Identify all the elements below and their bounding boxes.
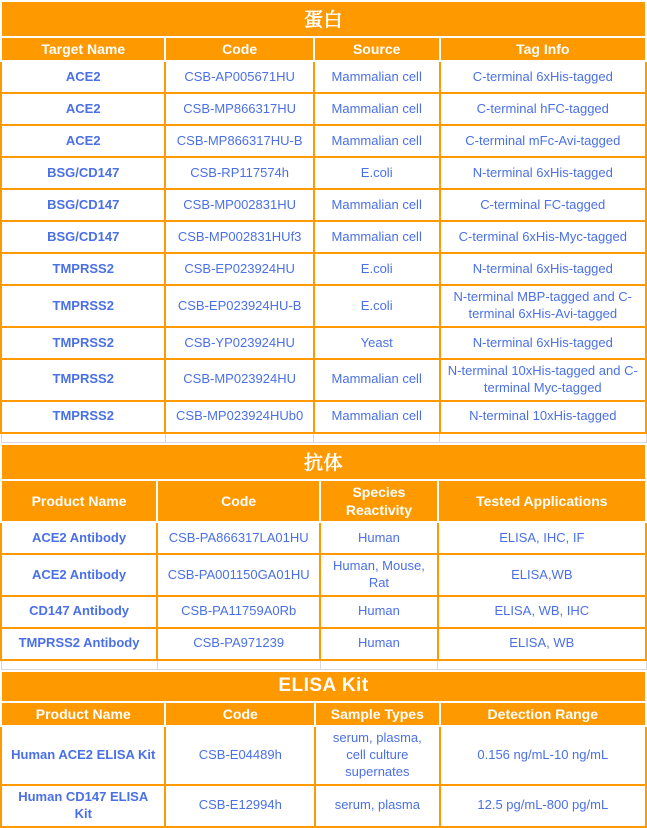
- spacer-cell: [1, 433, 165, 443]
- table-title: 蛋白: [1, 1, 646, 37]
- table-body: [1, 522, 646, 669]
- table-row: [1, 285, 646, 327]
- cell-product-name[interactable]: Human CD147 ELISA Kit: [1, 785, 165, 827]
- cell-source: Mammalian cell: [314, 93, 440, 125]
- cell-tag-info: N-terminal 6xHis-tagged: [440, 157, 646, 189]
- table-row: [1, 61, 646, 93]
- table-row: [1, 596, 646, 628]
- cell-tag-info: N-terminal MBP-tagged and C-terminal 6xHis-Avi-tagged: [440, 285, 646, 327]
- table-title-row: [1, 444, 646, 480]
- cell-tag-info: C-terminal mFc-Avi-tagged: [440, 125, 646, 157]
- spacer-cell: [1, 660, 157, 670]
- cell-code[interactable]: CSB-MP023924HU: [165, 359, 313, 401]
- cell-target-name[interactable]: ACE2: [1, 93, 165, 125]
- cell-tested-applications: ELISA, WB: [438, 628, 646, 660]
- cell-tag-info: C-terminal hFC-tagged: [440, 93, 646, 125]
- cell-source: E.coli: [314, 285, 440, 327]
- cell-product-name[interactable]: ACE2 Antibody: [1, 522, 157, 554]
- table-spacer-row: [1, 433, 646, 443]
- column-header-code: Code: [157, 480, 320, 522]
- cell-species-reactivity: Human, Mouse, Rat: [320, 554, 437, 596]
- cell-code[interactable]: CSB-PA001150GA01HU: [157, 554, 320, 596]
- cell-code[interactable]: CSB-MP866317HU: [165, 93, 313, 125]
- cell-tag-info: N-terminal 6xHis-tagged: [440, 327, 646, 359]
- cell-tested-applications: ELISA, IHC, IF: [438, 522, 646, 554]
- cell-species-reactivity: Human: [320, 596, 437, 628]
- cell-source: Mammalian cell: [314, 189, 440, 221]
- cell-target-name[interactable]: ACE2: [1, 125, 165, 157]
- spacer-cell: [157, 660, 320, 670]
- cell-code[interactable]: CSB-MP002831HUf3: [165, 221, 313, 253]
- table-title: 抗体: [1, 444, 646, 480]
- table-title-row: [1, 671, 646, 702]
- cell-target-name[interactable]: BSG/CD147: [1, 189, 165, 221]
- column-header-product-name: Product Name: [1, 480, 157, 522]
- cell-species-reactivity: Human: [320, 628, 437, 660]
- cell-tested-applications: ELISA, WB, IHC: [438, 596, 646, 628]
- table-header-row: [1, 37, 646, 61]
- table-body: [1, 726, 646, 826]
- cell-tag-info: N-terminal 10xHis-tagged and C-terminal Myc-tagged: [440, 359, 646, 401]
- table-row: [1, 522, 646, 554]
- column-header-code: Code: [165, 702, 315, 726]
- cell-tag-info: N-terminal 10xHis-tagged: [440, 401, 646, 433]
- product-table-elisa-kit: [0, 670, 647, 828]
- cell-code[interactable]: CSB-PA11759A0Rb: [157, 596, 320, 628]
- cell-code[interactable]: CSB-YP023924HU: [165, 327, 313, 359]
- cell-detection-range: 12.5 pg/mL-800 pg/mL: [440, 785, 646, 827]
- cell-code[interactable]: CSB-E12994h: [165, 785, 315, 827]
- cell-sample-types: serum, plasma, cell culture supernates: [315, 726, 439, 785]
- column-header-target-name: Target Name: [1, 37, 165, 61]
- cell-target-name[interactable]: ACE2: [1, 61, 165, 93]
- cell-target-name[interactable]: TMPRSS2: [1, 327, 165, 359]
- spacer-cell: [314, 433, 440, 443]
- table-row: [1, 157, 646, 189]
- cell-source: Mammalian cell: [314, 125, 440, 157]
- table-row: [1, 401, 646, 433]
- cell-target-name[interactable]: TMPRSS2: [1, 285, 165, 327]
- cell-code[interactable]: CSB-MP023924HUb0: [165, 401, 313, 433]
- table-row: [1, 93, 646, 125]
- spacer-cell: [165, 433, 313, 443]
- table-row: [1, 253, 646, 285]
- cell-species-reactivity: Human: [320, 522, 437, 554]
- cell-source: Mammalian cell: [314, 61, 440, 93]
- cell-source: E.coli: [314, 253, 440, 285]
- cell-product-name[interactable]: CD147 Antibody: [1, 596, 157, 628]
- cell-target-name[interactable]: TMPRSS2: [1, 401, 165, 433]
- column-header-species-reactivity: Species Reactivity: [320, 480, 437, 522]
- cell-code[interactable]: CSB-EP023924HU-B: [165, 285, 313, 327]
- cell-target-name[interactable]: TMPRSS2: [1, 253, 165, 285]
- table-row: [1, 221, 646, 253]
- cell-source: E.coli: [314, 157, 440, 189]
- column-header-tested-applications: Tested Applications: [438, 480, 646, 522]
- cell-tested-applications: ELISA,WB: [438, 554, 646, 596]
- cell-tag-info: N-terminal 6xHis-tagged: [440, 253, 646, 285]
- cell-source: Yeast: [314, 327, 440, 359]
- table-header-row: [1, 480, 646, 522]
- spacer-cell: [440, 433, 646, 443]
- cell-tag-info: C-terminal 6xHis-tagged: [440, 61, 646, 93]
- table-row: [1, 189, 646, 221]
- table-row: [1, 785, 646, 827]
- cell-product-name[interactable]: TMPRSS2 Antibody: [1, 628, 157, 660]
- spacer-cell: [438, 660, 646, 670]
- cell-tag-info: C-terminal FC-tagged: [440, 189, 646, 221]
- column-header-tag-info: Tag Info: [440, 37, 646, 61]
- table-header-row: [1, 702, 646, 726]
- table-row: [1, 726, 646, 785]
- cell-target-name[interactable]: BSG/CD147: [1, 221, 165, 253]
- cell-detection-range: 0.156 ng/mL-10 ng/mL: [440, 726, 646, 785]
- column-header-product-name: Product Name: [1, 702, 165, 726]
- cell-code[interactable]: CSB-E04489h: [165, 726, 315, 785]
- column-header-sample-types: Sample Types: [315, 702, 439, 726]
- spacer-cell: [320, 660, 437, 670]
- column-header-code: Code: [165, 37, 313, 61]
- cell-product-name[interactable]: Human ACE2 ELISA Kit: [1, 726, 165, 785]
- cell-source: Mammalian cell: [314, 401, 440, 433]
- cell-product-name[interactable]: ACE2 Antibody: [1, 554, 157, 596]
- cell-code[interactable]: CSB-AP005671HU: [165, 61, 313, 93]
- cell-code[interactable]: CSB-PA971239: [157, 628, 320, 660]
- table-body: [1, 61, 646, 442]
- cell-source: Mammalian cell: [314, 221, 440, 253]
- table-row: [1, 125, 646, 157]
- cell-code[interactable]: CSB-MP002831HU: [165, 189, 313, 221]
- table-row: [1, 554, 646, 596]
- table-title: ELISA Kit: [1, 671, 646, 702]
- cell-sample-types: serum, plasma: [315, 785, 439, 827]
- cell-target-name[interactable]: TMPRSS2: [1, 359, 165, 401]
- table-row: [1, 359, 646, 401]
- table-row: [1, 628, 646, 660]
- cell-code[interactable]: CSB-MP866317HU-B: [165, 125, 313, 157]
- cell-code[interactable]: CSB-RP117574h: [165, 157, 313, 189]
- cell-target-name[interactable]: BSG/CD147: [1, 157, 165, 189]
- cell-code[interactable]: CSB-PA866317LA01HU: [157, 522, 320, 554]
- table-title-row: [1, 1, 646, 37]
- cell-tag-info: C-terminal 6xHis-Myc-tagged: [440, 221, 646, 253]
- column-header-source: Source: [314, 37, 440, 61]
- table-spacer-row: [1, 660, 646, 670]
- cell-source: Mammalian cell: [314, 359, 440, 401]
- cell-code[interactable]: CSB-EP023924HU: [165, 253, 313, 285]
- product-table-: [0, 443, 647, 670]
- column-header-detection-range: Detection Range: [440, 702, 646, 726]
- table-row: [1, 327, 646, 359]
